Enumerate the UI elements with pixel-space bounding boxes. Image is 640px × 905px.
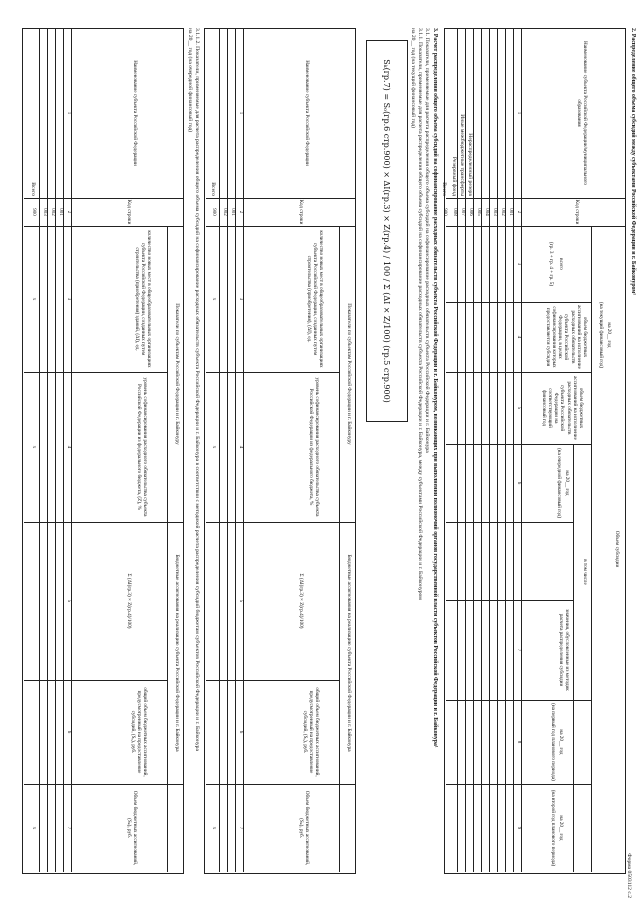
sec2-row-label: Иные межбюджетные трансферты bbox=[459, 114, 465, 196]
t3-g2-c: Объем бюджетных ассигнований, (Sₖ), руб. bbox=[125, 790, 138, 866]
t3-cross: x bbox=[31, 297, 36, 301]
formula-text: Sₖ(гр.7) = Sₒ(гр.6 стр.900) × ΔІ(гр.3) × Z(гр.4) / 100 / Σ (ΔІ × Z/100) (гр.5 стр.900) bbox=[382, 59, 392, 403]
t3-col-region: Наименование субъекта Российской Федерации bbox=[132, 60, 138, 166]
t3-total-code: 900 bbox=[31, 208, 36, 216]
t3-g1-a: количество новых мест в общеобразовательных организациях субъекта Российской Федерации, созданных путем строительства (приобретения) зданий, (ΔІ), ед. bbox=[133, 230, 152, 368]
t2-row-code: 001 bbox=[230, 208, 235, 216]
sec2-row-label: Резервный фонд bbox=[451, 156, 457, 196]
sec2-row-label: Нераспределенный резерв bbox=[467, 133, 473, 196]
t3-num-3: 3 bbox=[66, 297, 71, 301]
section-3-sub3: на 20__ год (на текущий финансовый год) bbox=[410, 28, 416, 128]
t3-num-6: 6 bbox=[66, 730, 71, 734]
sec2-col-code: Код строки bbox=[574, 199, 580, 225]
sec2-num-8: 8 bbox=[516, 740, 521, 744]
t3-g2-b: общий объем бюджетных ассигнований, предусмотренный на предоставление субсидий, (Sₒ), руб. bbox=[129, 687, 148, 777]
t2-g1-a: количество новых мест в общеобразовательных организациях субъекта Российской Федерации, созданных путем строительства (приобретения), (ΔІ), ед. bbox=[305, 230, 324, 368]
t3-num-5: 5 bbox=[66, 599, 71, 603]
sec2-num-7: 7 bbox=[516, 648, 521, 652]
section-3-1-1-2-sub: на 20__ год (на очередной финансовый год) bbox=[187, 28, 193, 133]
sec2-col-plan1: на 20__ год bbox=[558, 729, 564, 755]
sec2-num-5: 5 bbox=[516, 406, 521, 410]
sec2-col-obj-group: Объем субсидии bbox=[614, 530, 620, 568]
t2-col-region: Наименование субъекта Российской Федерации bbox=[304, 60, 310, 166]
t3-num-7: 7 bbox=[66, 826, 71, 830]
sec2-row-code: 001 bbox=[508, 208, 513, 216]
t3-row-code: 001 bbox=[58, 208, 63, 216]
t2-cross: x bbox=[211, 826, 216, 830]
t2-g2-c: Объем бюджетных ассигнований, (Sₖ), руб. bbox=[297, 790, 310, 866]
sec2-total-code: 900 bbox=[442, 208, 447, 216]
t3-row-code: 003 bbox=[42, 208, 47, 216]
sec2-col-b: объем бюджетных ассигнований на исполнение расходных обязательств субъекта Российской Федерации на соответствующий финансовый год bbox=[540, 376, 584, 440]
t3-total-label: Всего bbox=[30, 182, 36, 196]
sec2-num-4: 4 bbox=[516, 335, 521, 339]
t2-col-code: Код строки bbox=[298, 199, 304, 225]
t2-num-2: 2 bbox=[238, 210, 243, 214]
t2-total-code: 900 bbox=[211, 208, 216, 216]
sec2-row-code: 004 bbox=[484, 208, 489, 216]
t2-g1-b: уровень софинансирования расходного обязательства субъекта Российской Федерации из федерального бюджета, % bbox=[307, 377, 320, 517]
sec2-col-c: значения, обусловленные из методик расчета распределения субсидии bbox=[557, 609, 570, 691]
section-3-1-1-2-title: 3.1.1.2. Показатели, применяемые для расчета распределения общего объема субсидий на софинансирование расходных обязательств субъекта Российской Федерации и г. Байконура в соответствии с методикой расчета распределения субсидий бюджетам субъектов Российской Федерации и г. Байконура bbox=[194, 28, 200, 751]
sec2-row-code: 005 bbox=[476, 208, 481, 216]
sec2-col-plan1-sub: (на первый год планового периода) bbox=[550, 703, 556, 781]
sec2-row-code: 006 bbox=[468, 208, 473, 216]
t3-cross: x bbox=[31, 445, 36, 449]
section-2-title: 2. Распределение общего объема субсидий между субъектами Российской Федерации и г. Байконуром¹ bbox=[630, 28, 636, 296]
sec2-col-obj-sub: (на очередной финансовый год) bbox=[556, 447, 562, 519]
sec2-total-label: Всего bbox=[441, 182, 447, 196]
sec2-col-obj-year: на 20__ год bbox=[564, 470, 570, 496]
sec2-num-2: 2 bbox=[516, 210, 521, 214]
t2-num-7: 7 bbox=[238, 826, 243, 830]
t3-num-4: 4 bbox=[66, 445, 71, 449]
sec2-num-9: 9 bbox=[516, 826, 521, 830]
t2-num-4: 4 bbox=[238, 445, 243, 449]
sec2-col-plan2-sub: (на второй год планового периода) bbox=[550, 789, 556, 867]
sec2-row-code: 002 bbox=[500, 208, 505, 216]
t3-num-1: 1 bbox=[66, 111, 71, 115]
t2-g2-a: Σ (ΔІ(гр.3) × Z(гр.4)/100) bbox=[298, 573, 304, 629]
t3-num-2: 2 bbox=[66, 210, 71, 214]
t2-group1: Показатели по субъектам Российской Федерации и г. Байконуру bbox=[346, 303, 352, 445]
sec2-row-code: 008 bbox=[452, 208, 457, 216]
t3-col-code: Код строки bbox=[126, 199, 132, 225]
t2-num-5: 5 bbox=[238, 599, 243, 603]
t2-num-6: 6 bbox=[238, 730, 243, 734]
formula-box bbox=[366, 40, 408, 422]
t3-g1-b: уровень софинансирования расходного обязательства субъекта Российской Федерации из федерального бюджета, (Z), % bbox=[135, 377, 148, 517]
sec2-col-region: Наименование субъекта Российской Федерации/муниципального образования bbox=[575, 40, 588, 186]
sec2-num-1: 1 bbox=[516, 111, 521, 115]
sec2-row-code: 003 bbox=[492, 208, 497, 216]
t2-cross: x bbox=[211, 297, 216, 301]
t3-g2-a: Σ (ΔІ(гр.3) × Z(гр.4)/100) bbox=[126, 573, 132, 629]
sec2-col-total-formula: (гр. 3 + гр. 4 + гр. 5) bbox=[548, 241, 554, 287]
sec2-col-amount-year: на 20__ год bbox=[606, 322, 612, 348]
t3-group2: Бюджетные ассигнования на реализацию субъекта Российской Федерации и г. Байконура bbox=[174, 554, 180, 752]
section-3-title: 3. Расчет распределения общего объема субсидий на софинансирование расходных обязательств субъекта Российской Федерации и г. Байконуром, возникающих при выполнении полномочий органов государственной власти субъектов Российской Федерации и г. Байконура¹ bbox=[432, 28, 438, 748]
t2-total-label: Всего bbox=[210, 182, 216, 196]
sec2-col-total: всего bbox=[558, 258, 564, 270]
t3-cross: x bbox=[31, 826, 36, 830]
t2-group2: Бюджетные ассигнования на реализацию субъекта Российской Федерации и г. Байконура bbox=[346, 554, 352, 752]
sec2-num-3: 3 bbox=[516, 262, 521, 266]
t3-group1: Показатели по субъектам Российской Федерации и г. Байконуру bbox=[174, 303, 180, 445]
t2-num-3: 3 bbox=[238, 297, 243, 301]
sec2-col-plan2: на 20__ год bbox=[558, 815, 564, 841]
t2-row-code: 002 bbox=[222, 208, 227, 216]
t2-g2-b: общий объем бюджетных ассигнований, предусмотренный на предоставление субсидий, (Sₒ), руб. bbox=[301, 687, 320, 777]
form-code: Форма 0503112 с.2 bbox=[626, 853, 632, 898]
t3-row-code: 002 bbox=[50, 208, 55, 216]
t2-cross: x bbox=[211, 445, 216, 449]
section-3-sub1: 3.1. Показатели, применяемые для расчета распределения общего объема субсидий на софинансирование расходных обязательств субъекта Российской Федерации и г. Байконура bbox=[424, 28, 430, 453]
sec2-col-in-that: в том числе bbox=[582, 559, 588, 585]
sec2-col-a: объем бюджетных ассигнований на исполнение расходных обязательств субъекта Российской Федерации, в целях софинансирования которых предоставляется субсидия bbox=[544, 305, 588, 369]
sec2-row-code: 007 bbox=[460, 208, 465, 216]
section-3-sub2: 3.1.1. Показатели, применяемые для расчета распределения общего объема субсидий на софинансирование расходных обязательств субъекта Российской Федерации и г. Байконура, между субъектами Российской Федерации и г. Байконуром bbox=[417, 28, 423, 600]
t2-num-1: 1 bbox=[238, 111, 243, 115]
sec2-num-6: 6 bbox=[516, 481, 521, 485]
sec2-col-amount-sub: (на текущий финансовый год) bbox=[598, 301, 604, 369]
